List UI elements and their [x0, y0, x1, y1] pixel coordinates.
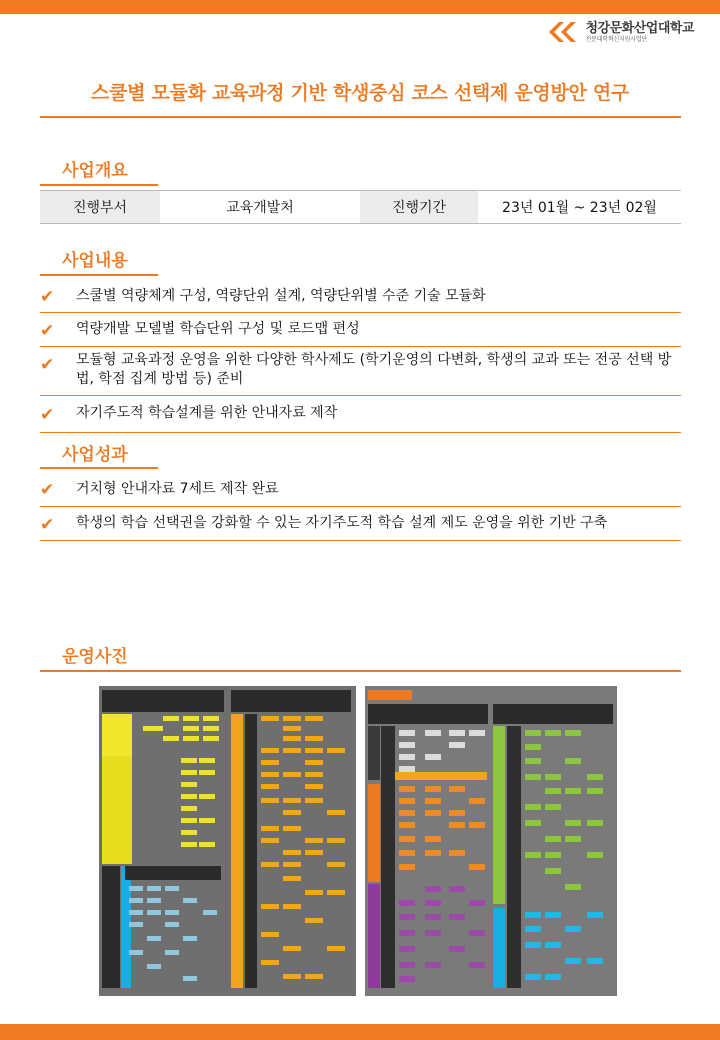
period-value: 23년 01월 ~ 23년 02월 [502, 200, 657, 216]
overview-heading: 사업개요 [62, 161, 128, 181]
check-icon: ✔ [40, 287, 55, 307]
results-item-text: 학생의 학습 선택권을 강화할 수 있는 자기주도적 학습 설계 제도 운영을 위한 기반 구축 [76, 515, 608, 531]
check-icon: ✔ [40, 321, 55, 341]
content-item-text: 스쿨별 역량체계 구성, 역량단위 설계, 역량단위별 수준 기술 모듈화 [76, 288, 486, 304]
photos-divider [40, 670, 681, 672]
content-item-text: 자기주도적 학습설계를 위한 안내자료 제작 [76, 405, 338, 421]
check-icon: ✔ [40, 355, 55, 375]
dept-value: 교육개발처 [226, 200, 294, 216]
results-item-text: 거치형 안내자료 7세트 제작 완료 [76, 481, 279, 497]
page-title: 스쿨별 모듈화 교육과정 기반 학생중심 코스 선택제 운영방안 연구 [91, 82, 629, 104]
content-item-text: 모듈형 교육과정 운영을 위한 다양한 학사제도 (학기운영의 다변화, 학생의 교과 또는 전공 선택 방법, 학점 집계 방법 등) 준비 [76, 352, 672, 387]
dept-label: 진행부서 [40, 191, 160, 223]
content-heading: 사업내용 [62, 251, 128, 271]
logo [545, 20, 694, 44]
results-heading: 사업성과 [62, 445, 128, 465]
content-item-text: 역량개발 모델별 학습단위 구성 및 로드맵 편성 [76, 321, 360, 337]
overview-table [40, 190, 681, 224]
photos-heading: 운영사진 [62, 647, 128, 667]
results-item [40, 507, 681, 541]
results-item [40, 472, 681, 507]
content-heading-underline [40, 274, 158, 276]
check-icon: ✔ [40, 480, 55, 500]
bottom-accent-bar [0, 1024, 720, 1040]
logo-name: 청강문화산업대학교 [585, 20, 694, 36]
content-item [40, 280, 681, 313]
operation-photo-1 [99, 686, 356, 996]
title-divider [40, 116, 681, 118]
overview-heading-underline [40, 184, 158, 186]
check-icon: ✔ [40, 405, 55, 425]
content-item [40, 313, 681, 347]
content-item [40, 396, 681, 433]
content-item [40, 347, 681, 396]
top-accent-bar [0, 0, 720, 14]
logo-mark-icon [545, 20, 579, 44]
results-heading-underline [40, 467, 158, 469]
logo-subtitle: 전문대학혁신지원사업단 [585, 35, 648, 43]
operation-photo-2 [365, 686, 617, 996]
check-icon: ✔ [40, 515, 55, 535]
period-label: 진행기간 [360, 191, 478, 223]
